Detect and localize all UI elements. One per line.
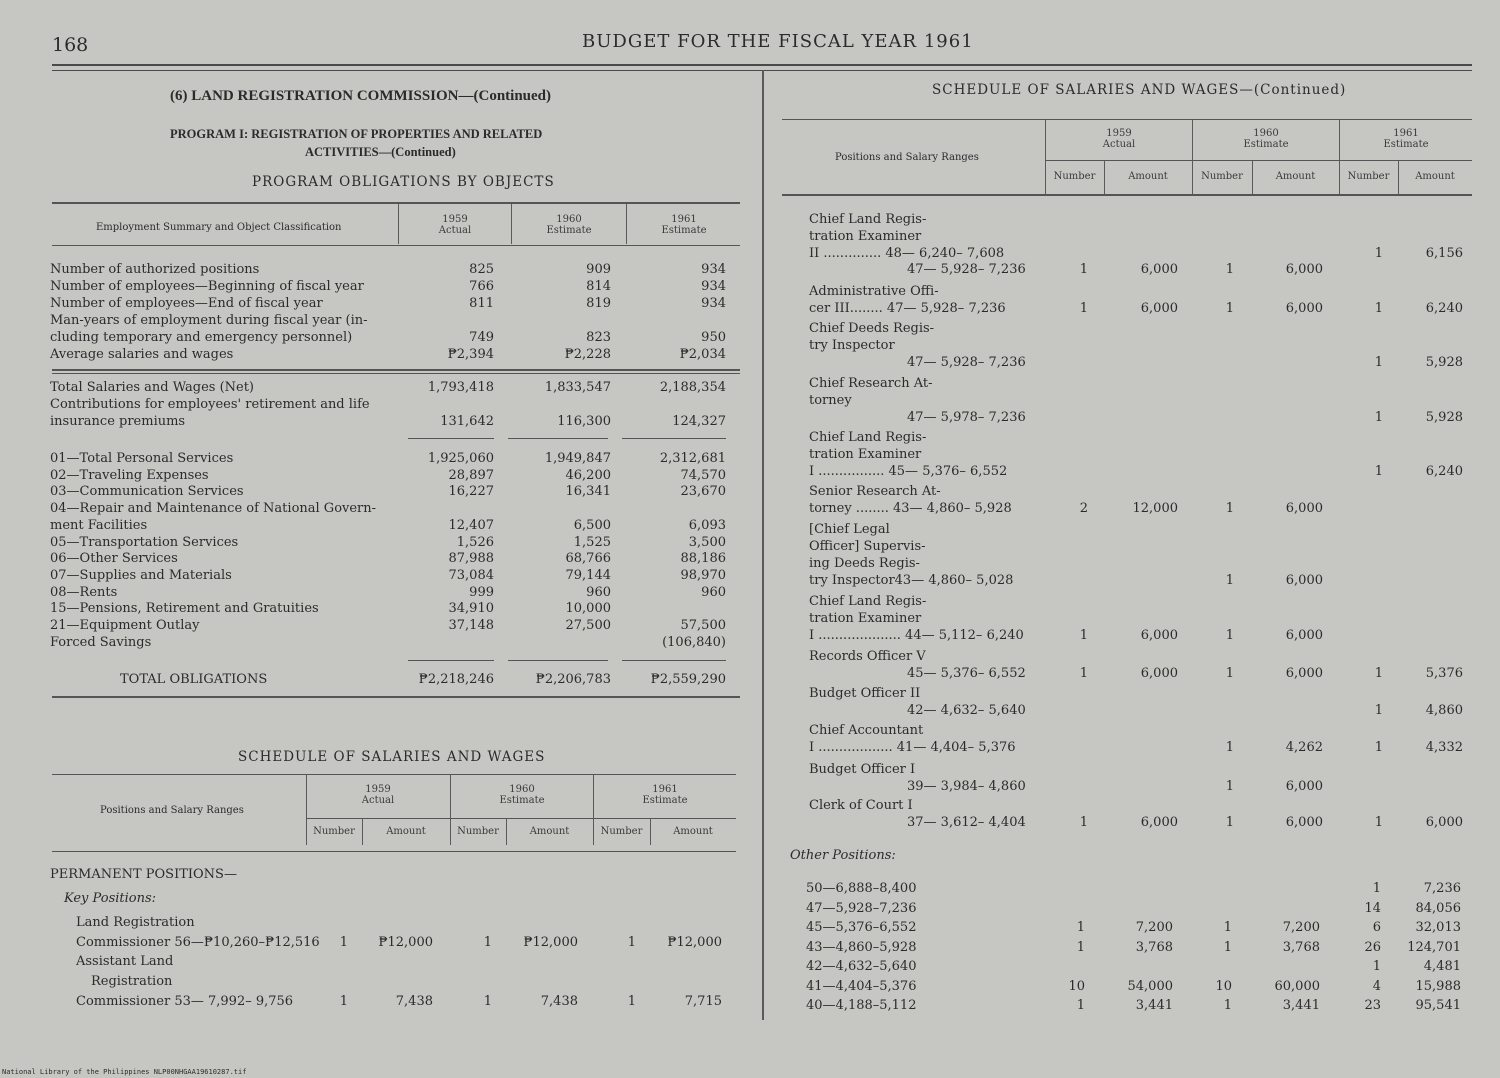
schedule-value: 7,715	[684, 994, 722, 1009]
other-position-value: 7,236	[1423, 881, 1461, 896]
other-position-value: 1	[1076, 998, 1085, 1013]
col-1961-header: 1961 Estimate	[661, 214, 707, 236]
position-line: I .................... 44— 5,112– 6,240	[809, 628, 1024, 643]
position-line: try Inspector43— 4,860– 5,028	[809, 573, 1014, 588]
schedule-col-1960: 1960 Estimate	[499, 784, 545, 806]
object-row-value: 87,988	[448, 551, 494, 567]
position-value: 1	[1225, 815, 1234, 830]
position-value: 6,000	[1285, 628, 1323, 643]
object-row-value: 23,670	[680, 484, 726, 500]
number-col: Number	[313, 826, 355, 837]
object-row-value: 12,407	[448, 517, 494, 533]
schedule-value: 1	[339, 994, 348, 1009]
program-title-line2: ACTIVITIES—(Continued)	[305, 145, 456, 159]
position-line: torney ........ 43— 4,860– 5,928	[809, 501, 1012, 516]
schedule-value: 1	[627, 935, 636, 950]
object-row-value: 79,144	[565, 567, 611, 583]
object-row-label: Forced Savings	[50, 634, 152, 650]
other-position-value: 15,988	[1415, 978, 1461, 994]
position-value: 6,240	[1425, 464, 1463, 479]
position-value: 6,000	[1285, 262, 1323, 277]
object-row-value: 16,341	[565, 484, 611, 500]
permanent-positions-label: PERMANENT POSITIONS—	[50, 867, 237, 882]
object-row-value: 98,970	[680, 567, 726, 583]
position-value: 1	[1225, 666, 1234, 681]
position-value: 4,262	[1285, 740, 1323, 755]
object-row-label: 21—Equipment Outlay	[50, 618, 200, 633]
position-value: 1	[1225, 301, 1234, 316]
position-line: ing Deeds Regis-	[809, 556, 920, 571]
employment-row-value: 950	[701, 330, 726, 345]
number-col: Number	[457, 826, 499, 837]
running-title: BUDGET FOR THE FISCAL YEAR 1961	[582, 31, 974, 52]
other-position-value: 10	[1068, 978, 1085, 994]
schedule-value: ₱12,000	[523, 935, 578, 950]
position-line: 47— 5,928– 7,236	[907, 355, 1026, 370]
position-line: I ................ 45— 5,376– 6,552	[809, 464, 1008, 479]
object-row-value: 74,570	[680, 467, 726, 483]
schedule-value: 1	[483, 994, 492, 1009]
other-position-label: 50—6,888–8,400	[806, 881, 917, 896]
position-value: 5,928	[1425, 355, 1463, 370]
position-value: 5,376	[1425, 666, 1463, 681]
employment-row-label: cluding temporary and emergency personnel)	[50, 330, 353, 345]
position-value: 6,156	[1425, 246, 1463, 261]
amount-col: Amount	[673, 826, 713, 837]
position-line: 42— 4,632– 5,640	[907, 703, 1026, 718]
object-row-value: 1,526	[456, 534, 494, 550]
salary-row-label: Contributions for employees' retirement and life	[50, 397, 370, 412]
object-row-label: 04—Repair and Maintenance of National Govern-	[50, 501, 377, 517]
schedule-col-1961: 1961 Estimate	[642, 784, 688, 806]
employment-row-value: ₱2,228	[564, 347, 611, 362]
object-row-value: 1,949,847	[544, 451, 611, 466]
other-position-value: 124,701	[1407, 939, 1461, 955]
table-header-label: Employment Summary and Object Classification	[96, 222, 342, 233]
employment-row-value: 814	[586, 279, 611, 294]
employment-row-label: Number of employees—End of fiscal year	[50, 296, 323, 311]
position-value: 6,000	[1140, 301, 1178, 316]
object-row-value: 88,186	[680, 551, 726, 567]
object-row-value: 999	[469, 584, 494, 600]
object-row-label: 15—Pensions, Retirement and Gratuities	[50, 601, 319, 617]
position-line: Records Officer V	[809, 649, 926, 664]
position-line: 45— 5,376– 6,552	[907, 666, 1026, 681]
position-line: II .............. 48— 6,240– 7,608	[809, 246, 1005, 261]
other-position-value: 84,056	[1415, 900, 1461, 916]
position-value: 2	[1079, 501, 1088, 516]
amount-col: Amount	[529, 826, 570, 837]
position-value: 4,860	[1425, 703, 1463, 718]
amount-col: Amount	[386, 826, 426, 837]
object-row-value: 16,227	[448, 484, 494, 500]
object-row-label: 07—Supplies and Materials	[50, 567, 232, 583]
schedule-title: SCHEDULE OF SALARIES AND WAGES	[238, 749, 546, 765]
total-obligations-value: ₱2,559,290	[650, 672, 726, 687]
other-position-label: 45—5,376–6,552	[806, 920, 917, 935]
position-line: Budget Officer II	[809, 686, 921, 701]
position-line: Chief Research At-	[809, 376, 933, 391]
schedule-continued-title: SCHEDULE OF SALARIES AND WAGES—(Continued)	[932, 82, 1347, 98]
schedule-col-1959: 1959 Actual	[361, 784, 395, 806]
right-header-label: Positions and Salary Ranges	[835, 152, 979, 163]
other-position-value: 32,013	[1415, 920, 1461, 935]
object-row-label: 05—Transportation Services	[50, 534, 239, 550]
position-line: cer III........ 47— 5,928– 7,236	[809, 301, 1006, 316]
position-line: tration Examiner	[809, 611, 922, 626]
position-value: 1	[1374, 410, 1383, 425]
position-value: 6,000	[1140, 815, 1178, 830]
program-title-line1: PROGRAM I: REGISTRATION OF PROPERTIES AND RELATED	[170, 127, 543, 141]
object-row-value: 68,766	[565, 551, 611, 567]
salary-row-value: 2,188,354	[659, 380, 726, 395]
position-line: Chief Land Regis-	[809, 594, 927, 609]
position-line: tration Examiner	[809, 229, 922, 244]
object-row-value: 1,925,060	[427, 451, 494, 466]
object-row-value: 10,000	[565, 601, 611, 617]
other-position-label: 47—5,928–7,236	[806, 900, 917, 916]
employment-row-label: Man-years of employment during fiscal year (in-	[50, 313, 368, 328]
schedule-position-label: Registration	[91, 974, 173, 989]
position-value: 1	[1079, 815, 1088, 830]
position-line: 39— 3,984– 4,860	[907, 779, 1026, 794]
position-line: Officer] Supervis-	[809, 539, 926, 554]
other-position-value: 3,441	[1135, 998, 1173, 1013]
salary-row-value: 1,793,418	[427, 380, 494, 395]
schedule-position-label: Commissioner 56—₱10,260–₱12,516	[76, 935, 320, 950]
number-col: Number	[600, 826, 643, 837]
schedule-value: 7,438	[395, 994, 433, 1009]
other-position-label: 40—4,188–5,112	[806, 998, 917, 1013]
position-value: 1	[1225, 779, 1234, 794]
employment-row-value: 766	[469, 279, 494, 294]
salary-row-label: Total Salaries and Wages (Net)	[50, 380, 255, 395]
employment-row-value: 823	[586, 330, 611, 345]
schedule-value: ₱12,000	[378, 935, 433, 950]
employment-row-value: 909	[586, 262, 611, 277]
number-col: Number	[1053, 171, 1096, 182]
object-row-label: 08—Rents	[50, 584, 118, 600]
header-rule	[52, 64, 1472, 66]
position-line: Chief Accountant	[809, 723, 924, 738]
other-position-value: 1	[1223, 920, 1232, 935]
section-title: (6) LAND REGISTRATION COMMISSION—(Continued)	[170, 88, 552, 104]
object-row-value: 28,897	[448, 467, 494, 483]
object-row-value: 57,500	[680, 618, 726, 633]
right-col-1961: 1961 Estimate	[1383, 128, 1429, 150]
employment-row-value: 819	[586, 296, 611, 311]
schedule-header-label: Positions and Salary Ranges	[100, 805, 244, 816]
other-position-value: 26	[1364, 939, 1381, 955]
amount-col: Amount	[1275, 171, 1316, 182]
other-position-value: 3,768	[1135, 939, 1173, 955]
position-value: 1	[1374, 815, 1383, 830]
other-position-value: 1	[1223, 998, 1232, 1013]
other-position-value: 1	[1372, 959, 1381, 974]
schedule-value: 1	[339, 935, 348, 950]
right-col-1960: 1960 Estimate	[1243, 128, 1289, 150]
employment-row-value: 934	[701, 279, 726, 294]
other-position-label: 42—4,632–5,640	[806, 959, 917, 974]
object-row-value: 960	[701, 584, 726, 600]
object-row-label: 03—Communication Services	[50, 484, 244, 500]
schedule-value: 7,438	[540, 994, 578, 1009]
object-row-label: 01—Total Personal Services	[50, 451, 234, 466]
position-value: 1	[1079, 301, 1088, 316]
right-col-1959: 1959 Actual	[1102, 128, 1136, 150]
position-value: 1	[1225, 740, 1234, 755]
other-position-value: 1	[1076, 939, 1085, 955]
other-position-value: 1	[1372, 881, 1381, 896]
position-line: 47— 5,978– 7,236	[907, 410, 1026, 425]
total-obligations-value: ₱2,206,783	[535, 672, 611, 687]
position-value: 1	[1079, 262, 1088, 277]
position-line: 47— 5,928– 7,236	[907, 262, 1026, 277]
key-positions-label: Key Positions:	[64, 891, 157, 906]
amount-col: Amount	[1415, 171, 1455, 182]
position-line: Administrative Offi-	[809, 284, 939, 299]
salary-row-label: insurance premiums	[50, 414, 186, 429]
schedule-position-label: Assistant Land	[76, 954, 174, 969]
other-position-value: 7,200	[1282, 920, 1320, 935]
schedule-value: 1	[627, 994, 636, 1009]
object-row-value: 960	[586, 584, 611, 600]
footer-note: National Library of the Philippines NLP00NHGAA19610287.tif	[2, 1068, 247, 1076]
employment-row-label: Number of authorized positions	[50, 262, 260, 277]
employment-row-value: ₱2,034	[679, 347, 726, 362]
object-row-value: 1,525	[573, 534, 611, 550]
employment-row-value: 934	[701, 296, 726, 311]
position-value: 1	[1374, 740, 1383, 755]
position-value: 12,000	[1132, 501, 1178, 516]
employment-row-value: 749	[469, 330, 494, 345]
obligations-title: PROGRAM OBLIGATIONS BY OBJECTS	[252, 174, 555, 190]
other-position-value: 4,481	[1423, 959, 1461, 974]
schedule-value: 1	[483, 935, 492, 950]
position-line: Senior Research At-	[809, 484, 941, 499]
employment-row-label: Number of employees—Beginning of fiscal year	[50, 279, 364, 294]
position-line: Clerk of Court I	[809, 798, 913, 813]
other-position-value: 3,441	[1282, 998, 1320, 1013]
position-value: 1	[1374, 464, 1383, 479]
page-number: 168	[52, 34, 89, 56]
position-value: 1	[1374, 703, 1383, 718]
position-value: 6,000	[1285, 501, 1323, 516]
employment-row-value: ₱2,394	[447, 347, 494, 362]
position-value: 1	[1225, 262, 1234, 277]
other-position-label: 41—4,404–5,376	[806, 978, 917, 994]
other-position-value: 54,000	[1127, 978, 1173, 994]
schedule-position-label: Commissioner 53— 7,992– 9,756	[76, 994, 294, 1009]
object-row-value: 2,312,681	[659, 451, 726, 466]
object-row-label: ment Facilities	[50, 517, 148, 533]
position-value: 1	[1225, 573, 1234, 588]
other-position-value: 4	[1372, 978, 1381, 994]
position-value: 1	[1225, 501, 1234, 516]
position-value: 6,240	[1425, 301, 1463, 316]
position-value: 6,000	[1285, 779, 1323, 794]
object-row-label: 06—Other Services	[50, 551, 178, 567]
number-col: Number	[1347, 171, 1390, 182]
employment-row-value: 934	[701, 262, 726, 277]
object-row-label: 02—Traveling Expenses	[50, 467, 209, 483]
position-value: 1	[1079, 628, 1088, 643]
object-row-value: 46,200	[565, 467, 611, 483]
position-line: torney	[809, 393, 852, 408]
total-obligations-value: ₱2,218,246	[418, 672, 494, 687]
position-value: 6,000	[1140, 666, 1178, 681]
position-value: 6,000	[1285, 815, 1323, 830]
position-value: 4,332	[1425, 740, 1463, 755]
object-row-value: 27,500	[565, 618, 611, 633]
other-position-value: 1	[1223, 939, 1232, 955]
salary-row-value: 116,300	[557, 414, 611, 429]
object-row-value: (106,840)	[662, 634, 726, 650]
position-value: 6,000	[1285, 573, 1323, 588]
other-position-value: 6	[1372, 920, 1381, 935]
other-positions-label: Other Positions:	[790, 848, 896, 863]
position-value: 1	[1374, 355, 1383, 370]
position-line: Chief Deeds Regis-	[809, 321, 935, 336]
position-value: 6,000	[1140, 628, 1178, 643]
other-position-value: 1	[1076, 920, 1085, 935]
other-position-value: 95,541	[1415, 998, 1461, 1013]
salary-row-value: 1,833,547	[544, 380, 611, 395]
position-value: 1	[1374, 301, 1383, 316]
col-1960-header: 1960 Estimate	[546, 214, 592, 236]
employment-row-label: Average salaries and wages	[50, 347, 234, 362]
position-value: 1	[1225, 628, 1234, 643]
employment-row-value: 825	[469, 262, 494, 277]
schedule-position-label: Land Registration	[76, 915, 195, 930]
object-row-value: 37,148	[448, 618, 494, 633]
schedule-value: ₱12,000	[667, 935, 722, 950]
other-position-value: 7,200	[1135, 920, 1173, 935]
position-value: 6,000	[1285, 301, 1323, 316]
position-line: I .................. 41— 4,404– 5,376	[809, 740, 1016, 755]
position-value: 1	[1079, 666, 1088, 681]
other-position-value: 60,000	[1274, 978, 1320, 994]
object-row-value: 6,093	[688, 517, 726, 533]
position-line: [Chief Legal	[809, 522, 890, 537]
position-value: 6,000	[1140, 262, 1178, 277]
position-line: try Inspector	[809, 338, 895, 353]
object-row-value: 3,500	[688, 534, 726, 550]
position-line: 37— 3,612– 4,404	[907, 815, 1026, 830]
position-value: 1	[1374, 666, 1383, 681]
position-line: Chief Land Regis-	[809, 212, 927, 227]
position-line: tration Examiner	[809, 447, 922, 462]
salary-row-value: 124,327	[672, 414, 726, 429]
salary-row-value: 131,642	[440, 414, 494, 429]
other-position-value: 10	[1215, 978, 1232, 994]
total-obligations-label: TOTAL OBLIGATIONS	[120, 672, 268, 687]
col-1959-header: 1959 Actual	[438, 214, 472, 236]
position-value: 6,000	[1425, 815, 1463, 830]
object-row-value: 73,084	[448, 567, 494, 583]
object-row-value: 34,910	[448, 601, 494, 617]
other-position-value: 3,768	[1282, 939, 1320, 955]
position-value: 6,000	[1285, 666, 1323, 681]
other-position-label: 43—4,860–5,928	[806, 939, 917, 955]
position-line: Chief Land Regis-	[809, 430, 927, 445]
position-value: 1	[1374, 246, 1383, 261]
position-line: Budget Officer I	[809, 762, 916, 777]
number-col: Number	[1201, 171, 1243, 182]
position-value: 5,928	[1425, 410, 1463, 425]
employment-row-value: 811	[469, 296, 494, 311]
other-position-value: 14	[1364, 900, 1381, 916]
object-row-value: 6,500	[573, 517, 611, 533]
other-position-value: 23	[1364, 998, 1381, 1013]
column-divider	[762, 70, 764, 1020]
amount-col: Amount	[1128, 171, 1168, 182]
